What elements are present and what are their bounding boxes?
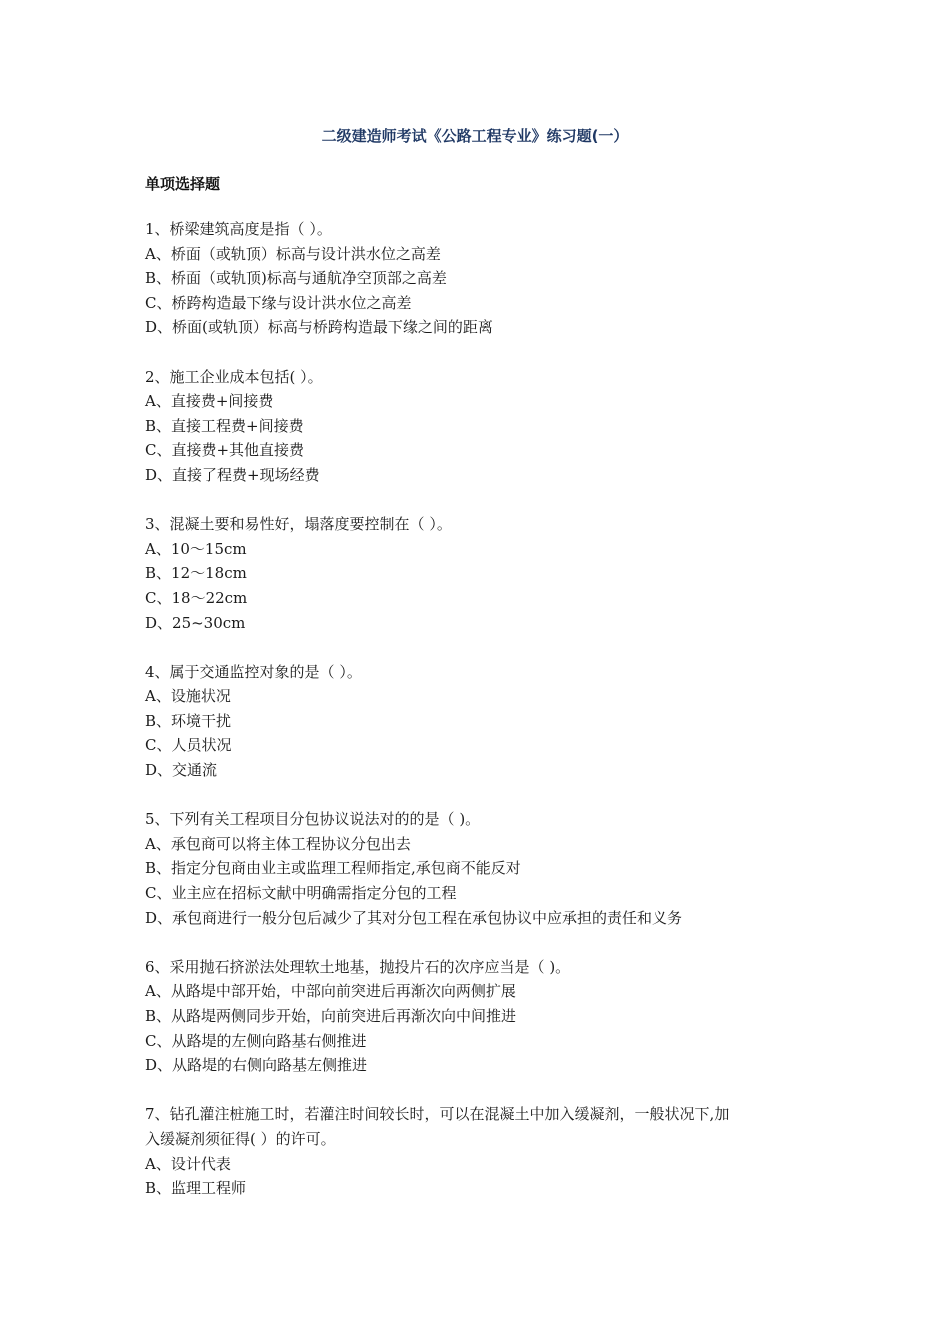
option-b: B、环境干扰 [145, 711, 232, 730]
option-d: D、25~30cm [145, 613, 246, 632]
option-d: D、直接了程费+现场经费 [145, 465, 320, 484]
option-b: B、监理工程师 [145, 1179, 247, 1198]
question-stem: 1、桥梁建筑高度是指（ ）。 [145, 220, 332, 238]
question-stem-line-1: 7、钻孔灌注桩施工时，若灌注时间较长时，可以在混凝土中加入缓凝剂，一般状况下,加 [145, 1105, 730, 1124]
question-2 [145, 365, 805, 488]
option-d: D、桥面(或轨顶）标高与桥跨构造最下缘之间的距离 [145, 318, 493, 337]
question-stem: 6、采用抛石挤淤法处理软土地基，抛投片石的次序应当是（ )。 [145, 957, 571, 976]
document-title: 二级建造师考试《公路工程专业》练习题(一） [321, 127, 629, 145]
option-c: C、18～22cm [145, 588, 248, 607]
question-5 [145, 807, 805, 930]
option-c: C、人员状况 [145, 736, 232, 755]
option-a: A、设计代表 [145, 1154, 231, 1173]
option-c: C、直接费+其他直接费 [145, 441, 305, 460]
option-a: A、桥面（或轨顶）标高与设计洪水位之高差 [145, 244, 441, 263]
option-c: C、从路堤的左侧向路基右侧推进 [145, 1031, 367, 1050]
question-4 [145, 660, 805, 783]
question-stem: 2、施工企业成本包括( ）。 [145, 367, 323, 386]
question-stem: 3、混凝土要和易性好，塌落度要控制在（ ）。 [145, 515, 452, 534]
option-a: A、直接费+间接费 [145, 392, 274, 411]
option-a: A、承包商可以将主体工程协议分包出去 [145, 834, 411, 853]
option-d: D、承包商进行一般分包后减少了其对分包工程在承包协议中应承担的责任和义务 [145, 908, 683, 927]
question-stem-line-2: 入缓凝剂须征得( ）的许可。 [145, 1129, 336, 1148]
option-d: D、交通流 [145, 761, 218, 780]
option-d: D、从路堤的右侧向路基左侧推进 [145, 1056, 368, 1075]
question-3 [145, 512, 805, 635]
option-b: B、指定分包商由业主或监理工程师指定,承包商不能反对 [145, 859, 521, 878]
section-heading: 单项选择题 [145, 175, 221, 193]
question-list [145, 217, 805, 1225]
option-b: B、直接工程费+间接费 [145, 416, 304, 435]
option-c: C、业主应在招标文献中明确需指定分包的工程 [145, 884, 457, 903]
question-7 [145, 1102, 805, 1200]
option-a: A、10～15cm [145, 539, 247, 558]
question-6 [145, 955, 805, 1078]
option-b: B、桥面（或轨顶)标高与通航净空顶部之高差 [145, 269, 447, 288]
question-stem: 4、属于交通监控对象的是（ ）。 [145, 662, 362, 681]
question-1 [145, 217, 805, 340]
option-a: A、从路堤中部开始，中部向前突进后再渐次向两侧扩展 [145, 982, 516, 1001]
question-stem: 5、下列有关工程项目分包协议说法对的的是（ )。 [145, 810, 481, 829]
option-a: A、设施状况 [145, 687, 231, 706]
option-b: B、12～18cm [145, 564, 247, 583]
option-c: C、桥跨构造最下缘与设计洪水位之高差 [145, 293, 412, 312]
option-b: B、从路堤两侧同步开始，向前突进后再渐次向中间推进 [145, 1007, 517, 1025]
